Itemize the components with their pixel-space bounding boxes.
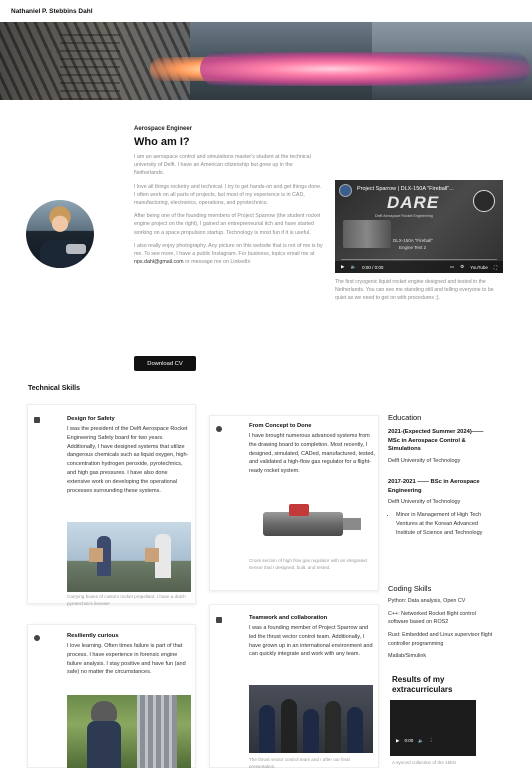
skill-text: I love learning. Often times failure is part of that process. I have experience in forensic engine failure analysis. I stay positive and have fun (and safe) no matter the circumstances. — [67, 643, 186, 676]
check-circle-icon — [216, 426, 222, 432]
about-paragraph-1: I am an aerospace control and simulations master's student at the technical university of Delft. I have an American citizenship but grew up in the Netherlands. — [134, 154, 311, 177]
role-eyebrow: Aerospace Engineer — [134, 126, 193, 132]
more-options-icon[interactable]: ⋮ — [428, 738, 434, 743]
play-icon[interactable]: ▶ — [396, 738, 400, 743]
volume-icon[interactable]: 🔈 — [350, 264, 357, 269]
video-overlay-engine-name: DLX-150A "Fireball" — [393, 238, 433, 243]
skill-title: Teamwork and collaboration — [249, 615, 328, 621]
dare-logo-text: DARE — [387, 193, 440, 212]
extracurriculars-heading: Results of my extracurriculars — [392, 675, 453, 695]
profile-photo-hardware — [66, 244, 86, 254]
extracurricular-video-player[interactable] — [390, 700, 476, 756]
skill-text: I was a founding member of Project Sparrow and led the thrust vector control team. Additionally, I have grown up in an international environment and can quickly integrate and work with any team. — [249, 625, 373, 658]
about-paragraph-4 — [134, 242, 324, 267]
photo-caption: Carrying boxes of custom rocket propellant. I have a dutch pyrotechnics license! — [67, 594, 186, 606]
skill-text: I have brought numerous advanced systems from the drawing board to completion. Most recently, I designed, simulated, CADed, manufactured, tested, and validated a high-flow gas regulator for a flight-ready rocket system. — [249, 433, 375, 475]
skill-title: Resiliently curious — [67, 633, 119, 639]
propellant-boxes-photo — [67, 522, 191, 592]
video-caption: The first cryogenic liquid rocket engine designed and tested in the Netherlands. You can see me standing still and telling everyone to be quiet as we need to get on with procedures ;). — [335, 279, 494, 302]
download-cv-button[interactable]: Download CV — [134, 356, 196, 371]
photo-caption: The thrust vector control team and I after our final presentation. — [249, 757, 350, 768]
volume-icon[interactable]: 🔈 — [418, 738, 424, 743]
video-time: 0:00 / 0:00 — [362, 264, 384, 270]
fullscreen-icon[interactable]: ⛶ — [493, 264, 497, 270]
video-controls — [396, 738, 433, 744]
about-paragraph-3: After being one of the founding members of Project Sparrow (the student rocket engine project on the right), I gained an entrepreneurial itch and have started working on a space propulsion startup. Technology is most fun if it is useful. — [134, 213, 321, 236]
box-figure — [89, 548, 103, 562]
skill-card-teamwork — [209, 604, 379, 768]
extracurricular-video-caption: A synced collection of the 15kN — [392, 760, 456, 765]
test-stand-shadow — [60, 30, 120, 100]
skill-card-safety — [27, 404, 196, 604]
engine-thumbnail-graphic — [343, 220, 391, 248]
coding-skill-rust: Rust: Embedded and Linux supervisor flight controller programming — [388, 631, 493, 647]
about-paragraph-4-end: or message me on LinkedIn — [183, 259, 251, 266]
video-title[interactable]: Project Sparrow | DLX-150A "Fireball"... — [357, 186, 454, 192]
video-controls — [335, 261, 503, 273]
bsc-degree: 2017-2021 —— BSc in Aerospace Engineering — [388, 479, 480, 494]
skill-card-curious — [27, 624, 196, 768]
video-overlay-test: Engine Test 2 — [399, 245, 427, 250]
profile-photo — [26, 200, 94, 268]
rocket-exhaust-plume — [200, 52, 530, 86]
bsc-university: Delft University of Technology — [388, 499, 461, 506]
coding-skills-heading: Coding Skills — [388, 584, 432, 593]
skill-text: I was the president of the Delft Aerospace Rocket Engineering Safety board for two years. Additionally, I have designed systems that utilize dangerous chemicals such as liquid oxygen, high-concentration hydrogen peroxide, pyrotechnics, and high gas pressures. I have also done extensive work on developing the operational processes surrounding these systems. — [67, 426, 189, 494]
hero-banner-image — [0, 22, 532, 100]
compass-icon — [34, 635, 40, 641]
channel-logo-icon[interactable] — [339, 184, 352, 197]
technical-skills-heading: Technical Skills — [28, 385, 81, 392]
video-time: 0:00 — [404, 738, 414, 743]
video-progress-bar[interactable] — [341, 259, 497, 261]
photo-caption: Cross section of high flow gas regulator with an integrated sensor that I designed, built, and tested. — [249, 558, 367, 570]
coding-skills-section — [388, 584, 496, 661]
test-rig-structure — [137, 695, 177, 768]
team-member — [281, 699, 297, 753]
site-owner-name[interactable]: Nathaniel P. Stebbins Dahl — [11, 7, 93, 15]
gas-regulator-cad-render — [249, 494, 373, 552]
sparrow-badge-icon — [473, 190, 495, 212]
team-member — [325, 701, 341, 753]
regulator-cross-section — [289, 504, 309, 516]
team-icon — [216, 617, 222, 623]
top-bar — [0, 0, 532, 22]
education-heading: Education — [388, 413, 422, 422]
skill-card-concept — [209, 415, 379, 591]
email-link[interactable]: nps.dahl@gmail.com — [134, 259, 184, 266]
youtube-video-player[interactable] — [335, 180, 503, 273]
play-icon[interactable]: ▶ — [341, 264, 345, 269]
dare-subtitle: Delft Aerospace Rocket Engineering — [375, 214, 433, 218]
settings-gear-icon[interactable]: ⚙ — [460, 264, 465, 269]
about-paragraph-4-start: I also really enjoy photography. Any picture on this website that is not of me is by me. To see more, I have a public Instagram. For business, topics email me at — [134, 242, 323, 258]
team-member — [259, 705, 275, 753]
tvc-team-photo — [249, 685, 373, 753]
coding-skill-cpp: C++: Networked Rocket flight control software based on ROS2 — [388, 610, 476, 626]
coding-skill-matlab: Matlab/Simulink — [388, 653, 427, 660]
failure-analysis-photo — [67, 695, 191, 768]
regulator-port — [343, 518, 361, 530]
minor-item: • Minor in Management of High Tech Ventures at the Korean Advanced Institute of Science and Technology — [396, 511, 488, 537]
person-jacket — [87, 721, 121, 768]
bsc-details-list — [388, 511, 488, 537]
msc-university: Delft University of Technology — [388, 458, 461, 465]
coding-skill-python: Python: Data analysis, Open CV — [388, 598, 466, 604]
skill-title: From Concept to Done — [249, 423, 312, 429]
shield-icon — [34, 417, 40, 423]
team-member — [347, 707, 363, 753]
team-member — [303, 709, 319, 753]
education-section — [388, 413, 488, 538]
about-paragraph-2: I love all things rocketry and technical. I try to get hands-on and get things done. I often work on all parts of projects, but most of my experience is in CAD, manufacturing, electronics, operations, and pyrotechnics. — [134, 183, 322, 207]
person-beanie — [91, 701, 117, 721]
youtube-brand[interactable]: YouTube — [470, 264, 488, 270]
captions-icon[interactable]: ▭ — [449, 264, 455, 269]
about-section — [134, 126, 324, 266]
about-heading: Who am I? — [134, 136, 190, 148]
box-figure — [145, 548, 159, 562]
msc-degree: 2021-(Expected Summer 2024)—— MSc in Aerospace Control & Simulations — [388, 429, 484, 453]
skill-title: Design for Safety — [67, 416, 115, 422]
